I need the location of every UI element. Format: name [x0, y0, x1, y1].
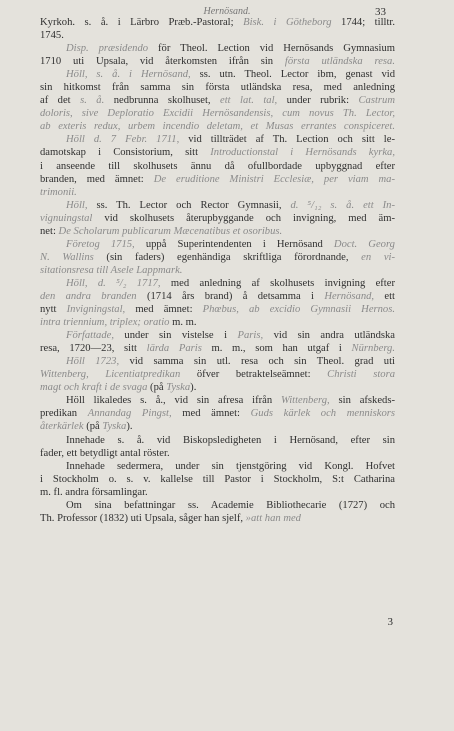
text-line — [40, 55, 395, 68]
text-line — [40, 160, 395, 173]
italic-run: Bisk. i Götheborg — [243, 17, 332, 28]
text-run: i anseende till skolhusets ännu då ofullbordade upbyggnad efter — [40, 160, 395, 172]
text-run: nedbrunna skolhuset, — [104, 95, 220, 107]
text-line — [40, 68, 395, 81]
text-run: branden, med ämnet: — [40, 173, 154, 185]
italic-run: Wittenberg, Licentiatpredikan — [40, 369, 181, 381]
text-line — [40, 407, 395, 420]
body-text — [40, 16, 395, 525]
italic-run: Christi stora — [327, 369, 395, 381]
italic-run: d. ⁵/₁₂ s. å. ett In- — [290, 199, 395, 211]
text-line — [40, 355, 395, 368]
italic-run: Höll 1723, — [66, 356, 120, 368]
italic-run: trimonii. — [40, 186, 77, 198]
text-line — [40, 368, 395, 381]
italic-run: doloris, sive Deploratio Excidii Hernösandensis, cum novus Th. Lector, — [40, 108, 395, 120]
italic-run: Företog 1715, — [66, 238, 135, 250]
text-run: 1744; tilltr. — [331, 17, 395, 28]
text-line — [40, 16, 395, 29]
italic-run: »att han med — [245, 512, 301, 524]
italic-run: De eruditione Ministri Ecclesiæ, per viam ma- — [153, 173, 395, 185]
text-line — [40, 486, 395, 499]
text-run: ). — [190, 382, 197, 394]
italic-run: Annandag Pingst, — [87, 408, 172, 420]
text-line — [40, 512, 395, 525]
text-line — [40, 81, 395, 94]
italic-run: s. å. — [80, 95, 105, 107]
italic-run: Hernösand, — [324, 290, 375, 302]
text-run: (på — [83, 421, 103, 433]
text-run: fader, ett betydligt antal röster. — [40, 447, 170, 459]
text-run: 1745. — [40, 30, 64, 42]
text-run: Th. Professor (1832) uti Upsala, såger han sjelf, — [40, 512, 246, 524]
italic-run: magt och kraft i de svaga — [40, 382, 148, 394]
italic-run: Författade, — [66, 330, 114, 342]
text-line — [40, 133, 395, 146]
text-run: med ämnet: — [171, 408, 251, 420]
text-line — [40, 303, 395, 316]
text-run: predikan — [40, 408, 88, 420]
text-run: med anledning af skolhusets invigning efter — [160, 277, 395, 289]
text-line — [40, 499, 395, 512]
text-run: Om sina befattningar ss. Academie Bibliothecarie (1727) och — [66, 499, 395, 511]
text-line — [40, 146, 395, 159]
page-number: 33 — [375, 6, 386, 18]
text-run: med ämnet: — [125, 304, 203, 316]
text-line — [40, 225, 395, 238]
italic-run: Höll d. 7 Febr. 1711, — [66, 134, 180, 146]
text-run: ett — [374, 290, 395, 302]
italic-run: första utländska resa. — [284, 56, 395, 68]
text-line — [40, 381, 395, 394]
text-line — [40, 94, 395, 107]
text-line — [40, 329, 395, 342]
italic-run: Wittenberg, — [280, 395, 330, 407]
text-run: öfver betraktelseämnet: — [180, 369, 328, 381]
italic-run: Invigningstal, — [66, 304, 126, 316]
italic-run: ett lat. tal, — [220, 95, 278, 107]
italic-run: ab exteris redux, urbem incendio deletam, et Musas errantes conspiceret. — [40, 121, 395, 133]
text-line — [40, 277, 395, 290]
italic-run: Nürnberg. — [351, 343, 395, 355]
text-run: sin afskeds- — [329, 395, 395, 407]
text-line — [40, 186, 395, 199]
italic-run: Phœbus, ab excidio Gymnasii Hernos. — [202, 304, 395, 316]
italic-run: Introductionstal i Hernösands kyrka, — [210, 147, 395, 159]
text-line — [40, 394, 395, 407]
text-line — [40, 212, 395, 225]
italic-run: intra triennium, triplex; oratio — [40, 317, 170, 329]
running-title: Hernösand. — [203, 6, 251, 17]
text-run: Innehade s. å. vid Biskopsledigheten i Hernösand, efter sin — [66, 434, 395, 446]
text-run: Höll likaledes s. å., vid sin afresa ifrån — [66, 395, 281, 407]
text-line — [40, 420, 395, 433]
italic-run: sitationsresa till Asele Lappmark. — [40, 264, 183, 276]
text-run: vid sin andra utländska — [263, 330, 395, 342]
text-run: vid samma sin utl. resa och sin Theol. grad uti — [119, 356, 395, 368]
italic-run: en vi- — [361, 251, 395, 263]
text-run: m. m. — [169, 317, 197, 329]
text-run: (sin faders) egenhändiga skriftliga förordnande, — [93, 251, 362, 263]
italic-run: Höll, s. å. i Hernösand, — [66, 69, 191, 81]
text-line — [40, 434, 395, 447]
text-line — [40, 447, 395, 460]
text-line — [40, 238, 395, 251]
italic-run: Disp. præsidendo — [66, 43, 149, 55]
signature-mark: 3 — [387, 616, 393, 628]
text-run: damotskap i Consistorium, sitt — [40, 147, 211, 159]
text-run: resa, 1720—23, sitt — [40, 343, 147, 355]
text-line — [40, 316, 395, 329]
text-run: af det — [40, 95, 81, 107]
text-run: (på — [147, 382, 167, 394]
text-run: ss. Th. Lector och Rector Gymnasii, — [87, 199, 291, 211]
italic-run: återkärlek — [40, 421, 84, 433]
text-line — [40, 107, 395, 120]
text-line — [40, 29, 395, 42]
italic-run: Guds kärlek och menniskors — [250, 408, 395, 420]
text-run: vid tillträdet af Th. Lection och sitt le- — [179, 134, 395, 146]
text-line — [40, 290, 395, 303]
italic-run: Paris, — [237, 330, 264, 342]
text-run: Kyrkoh. s. å. i Lärbro Præb.-Pastoral; — [40, 17, 244, 28]
text-run: Innehade sedermera, under sin tjenstgöring vid Kongl. Hofvet — [66, 460, 395, 472]
italic-run: Tyska — [166, 382, 191, 394]
text-run: under rubrik: — [277, 95, 359, 107]
text-run: i Stockholm o. s. v. kallelse till Pastor i Stockholm, S:t Catharina — [40, 473, 395, 485]
italic-run: Tyska — [102, 421, 127, 433]
text-run: för Theol. Lection vid Hernösands Gymnasium — [148, 43, 395, 55]
text-run: nytt — [40, 304, 67, 316]
text-line — [40, 42, 395, 55]
text-run: 1710 uti Upsala, vid återkomsten ifrån sin — [40, 56, 285, 68]
text-line — [40, 120, 395, 133]
italic-run: Höll, — [66, 199, 88, 211]
italic-run: De Scholarum publicarum Mæcenatibus et osoribus. — [58, 225, 283, 237]
italic-run: Castrum — [358, 95, 395, 107]
text-run: uppå Superintendenten i Hernösand — [134, 238, 334, 250]
text-run: (1714 års brand) å detsamma i — [136, 290, 325, 302]
italic-run: vignuingstal — [40, 212, 93, 224]
text-line — [40, 199, 395, 212]
text-run: ss. utn. Theol. Lector ibm, genast vid — [190, 69, 395, 81]
text-line — [40, 342, 395, 355]
text-line — [40, 460, 395, 473]
italic-run: N. Wallins — [40, 251, 94, 263]
text-line — [40, 473, 395, 486]
text-line — [40, 173, 395, 186]
text-line — [40, 264, 395, 277]
italic-run: den andra branden — [40, 290, 137, 302]
text-run: net: — [40, 225, 59, 237]
text-run: sin hitkomst från samma sin första utländska resa, med anledning — [40, 82, 395, 94]
italic-run: lärda Paris — [146, 343, 202, 355]
text-run: m. fl. andra församlingar. — [40, 486, 148, 498]
text-run: vid skolhusets återupbyggande och invigning, med äm- — [92, 212, 395, 224]
italic-run: Höll, d. ⁵/₂ 1717, — [66, 277, 161, 289]
text-run: m. m., som han utgaf i — [201, 343, 352, 355]
text-line — [40, 251, 395, 264]
text-run: ). — [126, 421, 133, 433]
text-run: under sin vistelse i — [113, 330, 238, 342]
italic-run: Doct. Georg — [333, 238, 395, 250]
